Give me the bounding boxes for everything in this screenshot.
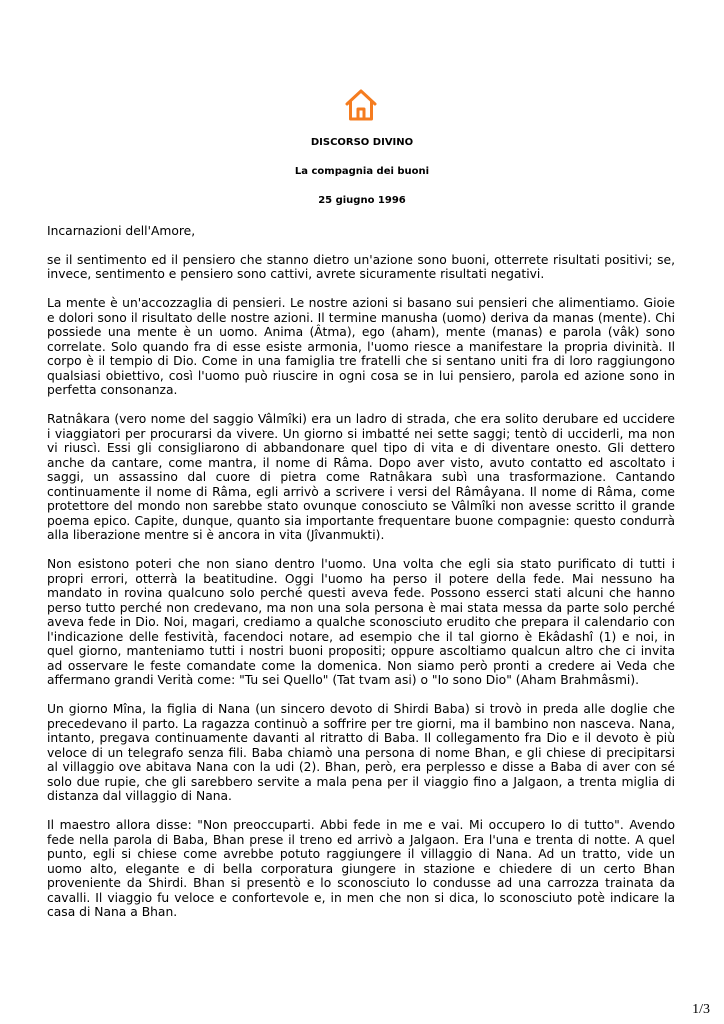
paragraph: La mente è un'accozzaglia di pensieri. Le nostre azioni si basano sui pensieri che alimentiamo. Gioie e dolori sono il risultato delle nostre azioni. Il termine manusha (uomo) deriva da manas (mente). Chi possiede una mente è un uomo. Anima (Âtma), ego (aham), mente (manas) e parola (vâk) sono correlate. Solo quando fra di esse esiste armonia, l'uomo riesce a manifestare la propria divinità. Il corpo è il tempio di Dio. Come in una famiglia tre fratelli che si sentano uniti fra di loro raggiungono qualsiasi obiettivo, così l'uomo può riuscire in ogni cosa se in lui pensiero, parola ed azione sono in perfetta consonanza. <box>47 296 675 397</box>
paragraph: Un giorno Mîna, la figlia di Nana (un sincero devoto di Shirdi Baba) si trovò in preda alle doglie che precedevano il parto. La ragazza continuò a soffrire per tre giorni, ma il bambino non nasceva. Nana, intanto, pregava continuamente davanti al ritratto di Baba. Il collegamento fra Dio e il devoto è più veloce di un telegrafo senza fili. Baba chiamò una persona di nome Bhan, e gli chiese di precipitarsi al villaggio ove abitava Nana con la udi (2). Bhan, però, era perplesso e disse a Baba di aver con sé solo due rupie, che gli sarebbero servite a mala pena per il viaggio fino a Jalgaon, a trenta miglia di distanza dal villaggio di Nana. <box>47 702 675 803</box>
page-date: 25 giugno 1996 <box>318 195 406 206</box>
page-number: 1/3 <box>692 1002 710 1017</box>
salutation: Incarnazioni dell'Amore, <box>47 224 196 238</box>
page-subtitle: La compagnia dei buoni <box>294 166 430 177</box>
paragraph: Non esistono poteri che non siano dentro l'uomo. Una volta che egli sia stato purificato di tutti i propri errori, otterrà la beatitudine. Oggi l'uomo ha perso il potere della fede. Mai nessuno ha mandato in rovina qualcuno solo perché questi aveva fede. Possono esserci stati alcuni che hanno perso tutto perché non credevano, ma non una sola persona è mai stata messa da parte solo perché aveva fede in Dio. Noi, magari, crediamo a qualche sconosciuto erudito che prepara il calendario con l'indicazione delle festività, facendoci notare, ad esempio che il tal giorno è Ekâdashî (1) e noi, in quel giorno, manteniamo tutti i nostri buoni propositi; oppure ascoltiamo qualcun altro che ci invita ad osservare le feste comandate come la domenica. Non siamo però pronti a credere ai Veda che affermano grandi Verità come: "Tu sei Quello" (Tat tvam asi) o "Io sono Dio" (Aham Brahmâsmi). <box>47 557 675 687</box>
paragraph: se il sentimento ed il pensiero che stanno dietro un'azione sono buoni, otterrete risultati positivi; se, invece, sentimento e pensiero sono cattivi, avrete sicuramente risultati negativi. <box>47 252 675 281</box>
page-title: DISCORSO DIVINO <box>310 137 414 148</box>
paragraph: Ratnâkara (vero nome del saggio Vâlmîki) era un ladro di strada, che era solito derubare ed uccidere i viaggiatori per procurarsi da vivere. Un giorno si imbatté nei sette saggi; tentò di ucciderli, ma non vi riuscì. Essi gli consigliarono di abbandonare quel tipo di vita e di diventare onesto. Gli dettero anche da cantare, come mantra, il nome di Râma. Dopo aver visto, avuto contatto ed ascoltato i saggi, un assassino dal cuore di pietra come Ratnâkara subì una trasformazione. Cantando continuamente il nome di Râma, egli arrivò a scrivere i versi del Râmâyana. Il nome di Râma, come protettore del mondo non sarebbe stato ovunque conosciuto se Vâlmîki non avesse scritto il grande poema epico. Capite, dunque, quanto sia importante frequentare buone compagnie: questo condurrà alla liberazione mentre si è ancora in vita (Jîvanmukti). <box>47 412 675 542</box>
discourse-body <box>47 224 675 934</box>
home-icon[interactable] <box>344 88 378 122</box>
paragraph: Il maestro allora disse: "Non preoccuparti. Abbi fede in me e vai. Mi occupero Io di tutto". Avendo fede nella parola di Baba, Bhan prese il treno ed arrivò a Jalgaon. Era l'una e trenta di notte. A quel punto, egli si chiese come avrebbe potuto raggiungere il villaggio di Nana. Ad un tratto, vide un uomo alto, elegante e di bella corporatura giungere in stazione e chiedere di un certo Bhan proveniente da Shirdi. Bhan si presentò e lo sconosciuto lo condusse ad una carrozza trainata da cavalli. Il viaggio fu veloce e confortevole e, in men che non si dica, lo sconosciuto potè indicare la casa di Nana a Bhan. <box>47 818 675 919</box>
